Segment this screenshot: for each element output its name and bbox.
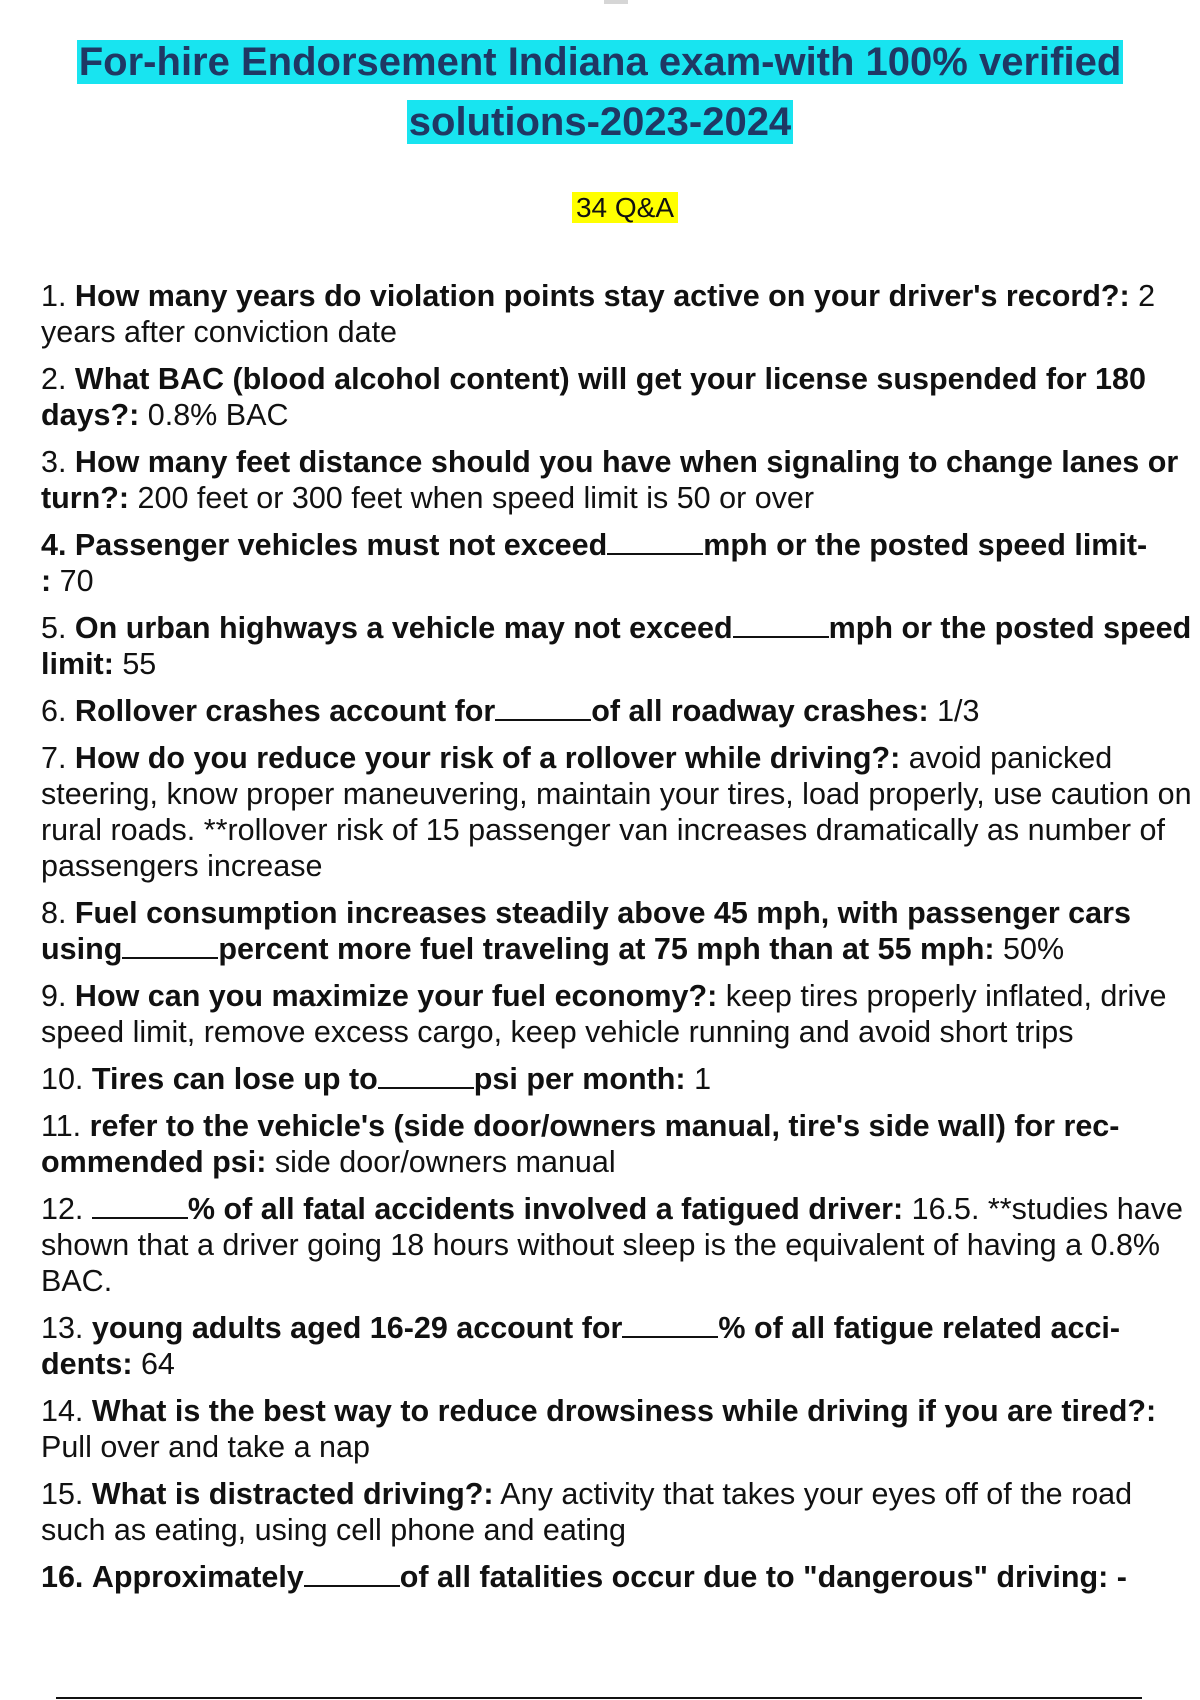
qa-answer: 50%	[994, 932, 1065, 966]
document-title	[0, 32, 1200, 152]
qa-number: 4.	[41, 528, 67, 562]
question-count-label	[0, 190, 1200, 226]
qa-question: How do you reduce your risk of a rollover while driving?:	[74, 741, 901, 775]
qa-question-end: mph or the posted speed limit:	[41, 611, 1192, 681]
answer-blank	[607, 529, 703, 555]
qa-item	[41, 1559, 1200, 1595]
qa-item	[41, 978, 1200, 1050]
qa-item	[41, 527, 1200, 599]
question-list	[41, 278, 1200, 1606]
qa-number: 8.	[41, 896, 67, 930]
qa-answer: 0.8% BAC	[139, 398, 289, 432]
qa-question: How many feet distance should you have when signaling to change lanes or turn?:	[41, 445, 1179, 515]
qa-item	[41, 610, 1200, 682]
qa-number: 16.	[41, 1560, 84, 1594]
qa-answer: keep tires properly inflated, drive speed limit, remove excess cargo, keep vehicle running and avoid short trips	[41, 979, 1167, 1049]
qa-number: 3.	[41, 445, 67, 479]
qa-number: 13.	[41, 1311, 84, 1345]
answer-blank	[622, 1312, 718, 1338]
page-top-marker	[604, 0, 628, 4]
qa-question-start: On urban highways a vehicle may not exceed	[74, 611, 733, 645]
qa-question-end: percent more fuel traveling at 75 mph than at 55 mph:	[218, 932, 995, 966]
qa-number: 5.	[41, 611, 67, 645]
title-line-1: For-hire Endorsement Indiana exam-with 100% verified	[78, 40, 1122, 84]
qa-answer: side door/owners manual	[266, 1145, 616, 1179]
qa-answer: 200 feet or 300 feet when speed limit is 50 or over	[129, 481, 815, 515]
qa-question-end: % of all fatigue related acci-dents:	[41, 1311, 1121, 1381]
qa-question-start: Approximately	[91, 1560, 304, 1594]
qa-item	[41, 361, 1200, 433]
qa-question-end: of all roadway crashes:	[591, 694, 929, 728]
answer-blank	[122, 933, 218, 959]
qa-item	[41, 1191, 1200, 1299]
qa-question-start: Passenger vehicles must not exceed	[74, 528, 608, 562]
qa-question: refer to the vehicle's (side door/owners manual, tire's side wall) for rec-ommended psi:	[41, 1109, 1120, 1179]
qa-number: 6.	[41, 694, 67, 728]
qa-answer: 1	[685, 1062, 712, 1096]
qa-question: What is the best way to reduce drowsiness while driving if you are tired?:	[91, 1394, 1157, 1428]
qa-number: 9.	[41, 979, 67, 1013]
qa-item	[41, 693, 1200, 729]
qa-question: What BAC (blood alcohol content) will get your license suspended for 180 days?:	[41, 362, 1146, 432]
qa-question-colon: :	[41, 564, 52, 598]
qa-number: 1.	[41, 279, 67, 313]
qa-number: 15.	[41, 1477, 84, 1511]
answer-blank	[304, 1561, 400, 1587]
qa-question-start: young adults aged 16-29 account for	[91, 1311, 623, 1345]
qa-answer: 2 years after conviction date	[41, 279, 1156, 349]
qa-question-end: % of all fatal accidents involved a fatigued driver:	[187, 1192, 904, 1226]
qa-item	[41, 1393, 1200, 1465]
qa-number: 7.	[41, 741, 67, 775]
qa-question-end: mph or the posted speed limit-	[703, 528, 1148, 562]
title-line-2: solutions-2023-2024	[408, 100, 792, 144]
qa-question: How can you maximize your fuel economy?:	[74, 979, 718, 1013]
qa-answer: 1/3	[928, 694, 980, 728]
qa-number: 10.	[41, 1062, 84, 1096]
qa-item	[41, 1310, 1200, 1382]
answer-blank	[495, 695, 591, 721]
qa-question: How many years do violation points stay active on your driver's record?:	[74, 279, 1130, 313]
qa-question: What is distracted driving?:	[91, 1477, 494, 1511]
qa-number: 14.	[41, 1394, 84, 1428]
qa-answer: Pull over and take a nap	[41, 1430, 370, 1464]
page-bottom-rule	[56, 1697, 1142, 1699]
qa-answer: 64	[132, 1347, 175, 1381]
qa-answer: 70	[51, 564, 94, 598]
answer-blank	[92, 1193, 188, 1219]
qa-question-end: psi per month:	[473, 1062, 686, 1096]
qa-answer: 55	[113, 647, 157, 681]
qa-answer: 16.5. **studies have shown that a driver going 18 hours without sleep is the equivalent of having a 0.8% BAC.	[41, 1192, 1183, 1298]
answer-blank	[733, 612, 829, 638]
qa-item	[41, 278, 1200, 350]
answer-blank	[378, 1063, 474, 1089]
question-count: 34 Q&A	[572, 192, 678, 223]
qa-answer: avoid panicked steering, know proper maneuvering, maintain your tires, load properly, use caution on rural roads. **rollover risk of 15 passenger van increases dramatically as number of passengers increase	[41, 741, 1192, 883]
qa-answer: Any activity that takes your eyes off of the road such as eating, using cell phone and eating	[41, 1477, 1133, 1547]
qa-question-start: Rollover crashes account for	[74, 694, 496, 728]
qa-item	[41, 1108, 1200, 1180]
qa-item	[41, 444, 1200, 516]
qa-number: 2.	[41, 362, 67, 396]
qa-item	[41, 1061, 1200, 1097]
qa-question-end: of all fatalities occur due to "dangerous" driving: -	[399, 1560, 1127, 1594]
qa-number: 12.	[41, 1192, 84, 1226]
qa-item	[41, 740, 1200, 884]
qa-question-start: Tires can lose up to	[91, 1062, 378, 1096]
qa-item	[41, 895, 1200, 967]
qa-item	[41, 1476, 1200, 1548]
qa-number: 11.	[41, 1109, 82, 1143]
qa-question-start: Fuel consumption increases steadily above 45 mph, with passenger cars using	[41, 896, 1131, 966]
